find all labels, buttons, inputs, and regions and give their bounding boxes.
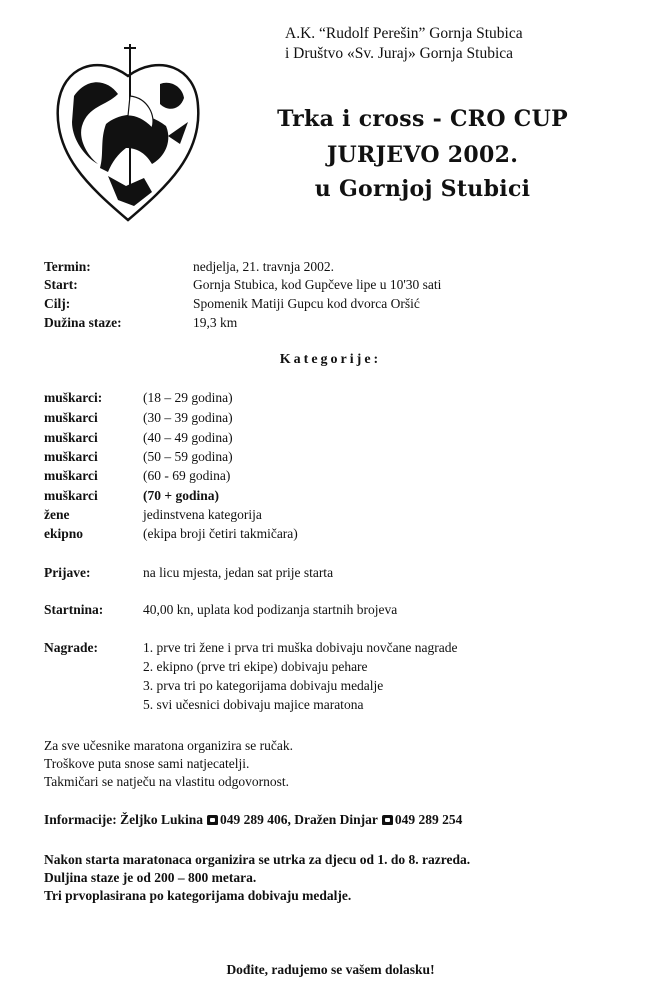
category-value: (50 – 59 godina) [143,449,233,464]
info-label: Dužina staze: [44,315,122,330]
event-title: Trka i cross - CRO CUP [277,106,568,132]
info-label: Start: [44,277,78,292]
kids-line: Duljina staze je od 200 – 800 metara. [44,870,257,885]
kids-line: Tri prvoplasirana po kategorijama dobivaju medalje. [44,888,352,903]
nagrade-label: Nagrade: [44,640,98,655]
phone-icon [207,815,218,825]
nagrade-item: 3. prva tri po kategorijama dobivaju medalje [143,678,384,693]
note-line: Takmičari se natječu na vlastitu odgovornost. [44,774,289,789]
nagrade-item: 5. svi učesnici dobivaju majice maratona [143,697,364,712]
category-label: muškarci [44,449,98,464]
heart-logo [48,36,208,226]
info-value: Gornja Stubica, kod Gupčeve lipe u 10'30 sati [193,277,442,292]
category-label: muškarci [44,410,98,425]
note-line: Troškove puta snose sami natjecatelji. [44,756,250,771]
contact-label: Informacije: [44,812,117,827]
prijave-value: na licu mjesta, jedan sat prije starta [143,565,334,580]
contact-phone-2: 049 289 254 [394,812,463,827]
category-value: (30 – 39 godina) [143,410,233,425]
startnina-value: 40,00 kn, uplata kod podizanja startnih brojeva [143,602,398,617]
contact-phone-1: 049 289 406, [220,812,291,827]
contact-person-1: Željko Lukina [120,812,204,827]
info-label: Cilj: [44,296,71,311]
info-value: Spomenik Matiji Gupcu kod dvorca Oršić [193,296,420,311]
info-value: nedjelja, 21. travnja 2002. [193,259,334,274]
contact-person-2: Dražen Dinjar [294,812,378,827]
phone-icon [382,815,393,825]
category-label: muškarci [44,468,98,483]
categories-heading: Kategorije: [279,352,382,367]
category-value: (40 – 49 godina) [143,430,233,445]
contact-line [44,811,462,829]
category-label: žene [44,507,70,522]
category-value: (ekipa broji četiri takmičara) [143,526,298,541]
note-line: Za sve učesnike maratona organizira se ručak. [44,738,294,753]
info-value: 19,3 km [193,315,238,330]
category-label: muškarci: [44,390,103,405]
category-label: muškarci [44,430,98,445]
category-value: (18 – 29 godina) [143,390,233,405]
info-label: Termin: [44,259,91,274]
category-label: ekipno [44,526,84,541]
organizer-line-1: A.K. “Rudolf Perešin” Gornja Stubica [285,25,523,42]
category-value: (70 + godina) [143,488,219,503]
event-location: u Gornjoj Stubici [314,176,531,202]
closing-line: Dođite, radujemo se vašem dolasku! [226,962,435,977]
category-value: (60 - 69 godina) [143,468,231,483]
startnina-label: Startnina: [44,602,104,617]
prijave-label: Prijave: [44,565,91,580]
category-value: jedinstvena kategorija [143,507,262,522]
category-label: muškarci [44,488,98,503]
kids-line: Nakon starta maratonaca organizira se utrka za djecu od 1. do 8. razreda. [44,852,471,867]
nagrade-item: 1. prve tri žene i prva tri muška dobivaju novčane nagrade [143,640,458,655]
nagrade-item: 2. ekipno (prve tri ekipe) dobivaju pehare [143,659,368,674]
organizer-line-2: i Društvo «Sv. Juraj» Gornja Stubica [285,45,514,62]
event-subtitle: JURJEVO 2002. [326,142,519,168]
